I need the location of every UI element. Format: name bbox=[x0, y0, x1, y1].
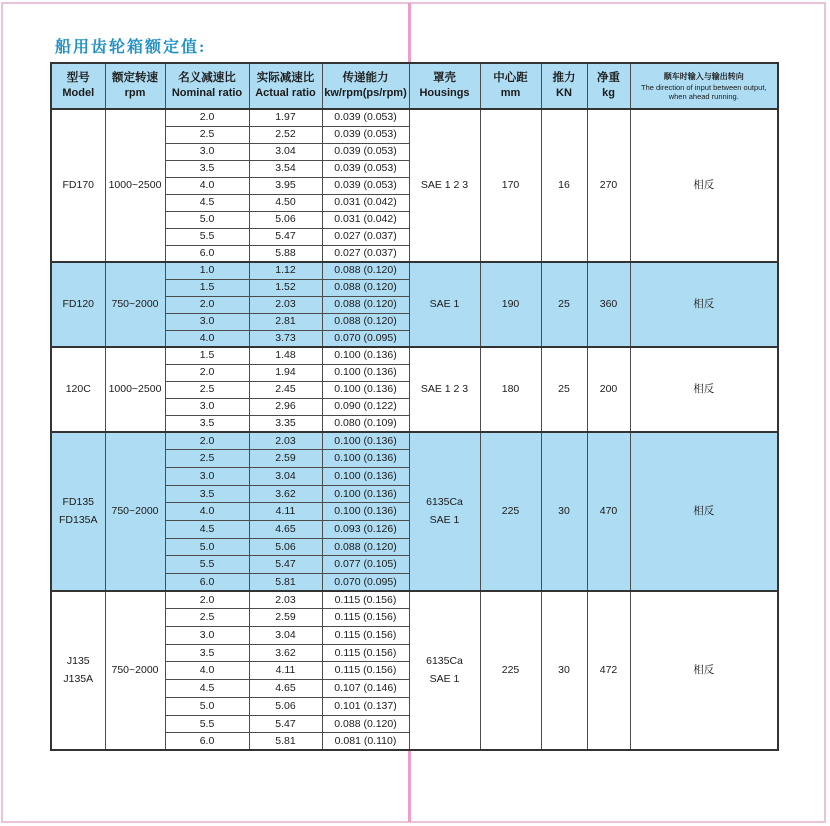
col-header-center-distance bbox=[480, 63, 541, 109]
header-label-en: rpm bbox=[124, 86, 146, 99]
rpm-cell: 750~2000 bbox=[105, 432, 165, 591]
weight-cell: 270 bbox=[587, 109, 630, 262]
nominal-ratio-cell: 3.0 bbox=[165, 313, 249, 330]
nominal-ratio-cell: 2.0 bbox=[165, 432, 249, 450]
capacity-cell: 0.100 (0.136) bbox=[322, 450, 409, 468]
actual-ratio-cell: 2.03 bbox=[249, 296, 322, 313]
housings-cell bbox=[409, 347, 480, 432]
header-label-en: KN bbox=[556, 86, 572, 99]
capacity-cell: 0.115 (0.156) bbox=[322, 627, 409, 645]
capacity-cell: 0.088 (0.120) bbox=[322, 313, 409, 330]
housings-cell bbox=[409, 591, 480, 750]
table-body bbox=[51, 109, 778, 750]
rpm-cell: 1000~2500 bbox=[105, 109, 165, 262]
weight-cell: 360 bbox=[587, 262, 630, 347]
ratio-row bbox=[51, 591, 778, 609]
capacity-cell: 0.100 (0.136) bbox=[322, 347, 409, 364]
nominal-ratio-cell: 5.0 bbox=[165, 697, 249, 715]
capacity-cell: 0.100 (0.136) bbox=[322, 467, 409, 485]
header-label-en: kg bbox=[602, 86, 615, 99]
col-header-weight bbox=[587, 63, 630, 109]
capacity-cell: 0.115 (0.156) bbox=[322, 591, 409, 609]
center-distance-cell: 225 bbox=[480, 432, 541, 591]
center-distance-cell: 225 bbox=[480, 591, 541, 750]
housings-cell-line: 6135Ca bbox=[426, 654, 463, 667]
housings-cell-line: SAE 1 bbox=[429, 672, 460, 685]
direction-cell: 相反 bbox=[630, 591, 778, 750]
actual-ratio-cell: 4.11 bbox=[249, 503, 322, 521]
model-cell-line: FD135A bbox=[58, 513, 98, 526]
actual-ratio-cell: 3.35 bbox=[249, 415, 322, 432]
actual-ratio-cell: 3.62 bbox=[249, 644, 322, 662]
header-label-en: Nominal ratio bbox=[171, 86, 243, 99]
col-header-direction bbox=[630, 63, 778, 109]
nominal-ratio-cell: 3.5 bbox=[165, 485, 249, 503]
thrust-cell: 16 bbox=[541, 109, 587, 262]
direction-cell: 相反 bbox=[630, 262, 778, 347]
housings-cell bbox=[409, 262, 480, 347]
gearbox-ratings-table bbox=[50, 62, 779, 751]
actual-ratio-cell: 2.52 bbox=[249, 126, 322, 143]
capacity-cell: 0.100 (0.136) bbox=[322, 364, 409, 381]
nominal-ratio-cell: 5.5 bbox=[165, 228, 249, 245]
nominal-ratio-cell: 4.5 bbox=[165, 680, 249, 698]
ratio-row bbox=[51, 262, 778, 279]
model-cell bbox=[51, 347, 105, 432]
actual-ratio-cell: 5.81 bbox=[249, 574, 322, 592]
capacity-cell: 0.039 (0.053) bbox=[322, 160, 409, 177]
actual-ratio-cell: 5.06 bbox=[249, 211, 322, 228]
nominal-ratio-cell: 3.0 bbox=[165, 627, 249, 645]
capacity-cell: 0.088 (0.120) bbox=[322, 262, 409, 279]
model-cell bbox=[51, 109, 105, 262]
actual-ratio-cell: 5.47 bbox=[249, 715, 322, 733]
actual-ratio-cell: 2.81 bbox=[249, 313, 322, 330]
nominal-ratio-cell: 3.0 bbox=[165, 467, 249, 485]
capacity-cell: 0.107 (0.146) bbox=[322, 680, 409, 698]
rpm-cell: 1000~2500 bbox=[105, 347, 165, 432]
nominal-ratio-cell: 6.0 bbox=[165, 733, 249, 751]
capacity-cell: 0.115 (0.156) bbox=[322, 644, 409, 662]
actual-ratio-cell: 1.97 bbox=[249, 109, 322, 126]
weight-cell: 470 bbox=[587, 432, 630, 591]
nominal-ratio-cell: 4.0 bbox=[165, 503, 249, 521]
ratio-row bbox=[51, 432, 778, 450]
actual-ratio-cell: 2.59 bbox=[249, 609, 322, 627]
capacity-cell: 0.100 (0.136) bbox=[322, 432, 409, 450]
actual-ratio-cell: 3.54 bbox=[249, 160, 322, 177]
header-label-en: Model bbox=[62, 86, 95, 99]
nominal-ratio-cell: 2.0 bbox=[165, 591, 249, 609]
nominal-ratio-cell: 5.5 bbox=[165, 556, 249, 574]
nominal-ratio-cell: 3.5 bbox=[165, 644, 249, 662]
actual-ratio-cell: 5.81 bbox=[249, 733, 322, 751]
model-cell-line: J135A bbox=[63, 672, 94, 685]
capacity-cell: 0.100 (0.136) bbox=[322, 381, 409, 398]
nominal-ratio-cell: 2.5 bbox=[165, 381, 249, 398]
housings-cell bbox=[409, 432, 480, 591]
capacity-cell: 0.027 (0.037) bbox=[322, 228, 409, 245]
nominal-ratio-cell: 2.5 bbox=[165, 450, 249, 468]
header-label-en: Housings bbox=[419, 86, 470, 99]
capacity-cell: 0.093 (0.126) bbox=[322, 520, 409, 538]
nominal-ratio-cell: 1.5 bbox=[165, 347, 249, 364]
header-label-zh: 传递能力 bbox=[342, 72, 389, 85]
actual-ratio-cell: 4.65 bbox=[249, 680, 322, 698]
model-cell-line: FD170 bbox=[62, 178, 94, 191]
col-header-rpm bbox=[105, 63, 165, 109]
actual-ratio-cell: 4.50 bbox=[249, 194, 322, 211]
nominal-ratio-cell: 2.5 bbox=[165, 126, 249, 143]
model-cell-line: FD135 bbox=[62, 495, 94, 508]
header-label-zh: 实际减速比 bbox=[256, 72, 315, 85]
col-header-thrust bbox=[541, 63, 587, 109]
ratio-row bbox=[51, 347, 778, 364]
actual-ratio-cell: 2.59 bbox=[249, 450, 322, 468]
actual-ratio-cell: 2.03 bbox=[249, 591, 322, 609]
model-cell bbox=[51, 591, 105, 750]
actual-ratio-cell: 5.47 bbox=[249, 556, 322, 574]
capacity-cell: 0.039 (0.053) bbox=[322, 143, 409, 160]
header-label-zh: 推力 bbox=[552, 72, 576, 85]
nominal-ratio-cell: 3.0 bbox=[165, 398, 249, 415]
col-header-housings bbox=[409, 63, 480, 109]
model-cell bbox=[51, 432, 105, 591]
capacity-cell: 0.039 (0.053) bbox=[322, 109, 409, 126]
capacity-cell: 0.077 (0.105) bbox=[322, 556, 409, 574]
housings-cell-line: 6135Ca bbox=[426, 495, 463, 508]
housings-cell-line: SAE 1 bbox=[429, 297, 460, 310]
header-label-zh: 型号 bbox=[66, 72, 90, 85]
nominal-ratio-cell: 4.5 bbox=[165, 520, 249, 538]
header-label-zh: 净重 bbox=[597, 72, 620, 85]
nominal-ratio-cell: 1.0 bbox=[165, 262, 249, 279]
header-label-en: mm bbox=[500, 86, 521, 99]
actual-ratio-cell: 3.95 bbox=[249, 177, 322, 194]
nominal-ratio-cell: 2.0 bbox=[165, 296, 249, 313]
center-distance-cell: 180 bbox=[480, 347, 541, 432]
thrust-cell: 30 bbox=[541, 591, 587, 750]
actual-ratio-cell: 3.04 bbox=[249, 143, 322, 160]
weight-cell: 472 bbox=[587, 591, 630, 750]
capacity-cell: 0.081 (0.110) bbox=[322, 733, 409, 751]
nominal-ratio-cell: 5.5 bbox=[165, 715, 249, 733]
actual-ratio-cell: 2.03 bbox=[249, 432, 322, 450]
housings-cell bbox=[409, 109, 480, 262]
col-header-nominal-ratio bbox=[165, 63, 249, 109]
actual-ratio-cell: 5.06 bbox=[249, 697, 322, 715]
housings-cell-line: SAE 1 2 3 bbox=[420, 178, 469, 191]
actual-ratio-cell: 5.47 bbox=[249, 228, 322, 245]
header-label-zh: 顺车时输入与输出转向 bbox=[663, 72, 744, 82]
actual-ratio-cell: 3.73 bbox=[249, 330, 322, 347]
center-distance-cell: 190 bbox=[480, 262, 541, 347]
capacity-cell: 0.027 (0.037) bbox=[322, 245, 409, 262]
direction-cell: 相反 bbox=[630, 109, 778, 262]
ratio-row bbox=[51, 109, 778, 126]
capacity-cell: 0.090 (0.122) bbox=[322, 398, 409, 415]
direction-cell: 相反 bbox=[630, 347, 778, 432]
model-cell bbox=[51, 262, 105, 347]
model-cell-line: 120C bbox=[65, 382, 91, 395]
capacity-cell: 0.080 (0.109) bbox=[322, 415, 409, 432]
col-header-capacity bbox=[322, 63, 409, 109]
capacity-cell: 0.070 (0.095) bbox=[322, 330, 409, 347]
actual-ratio-cell: 1.12 bbox=[249, 262, 322, 279]
header-label-en: kw/rpm(ps/rpm) bbox=[324, 86, 407, 99]
nominal-ratio-cell: 3.5 bbox=[165, 415, 249, 432]
actual-ratio-cell: 1.52 bbox=[249, 279, 322, 296]
capacity-cell: 0.039 (0.053) bbox=[322, 177, 409, 194]
capacity-cell: 0.070 (0.095) bbox=[322, 574, 409, 592]
weight-cell: 200 bbox=[587, 347, 630, 432]
actual-ratio-cell: 4.11 bbox=[249, 662, 322, 680]
nominal-ratio-cell: 6.0 bbox=[165, 245, 249, 262]
nominal-ratio-cell: 6.0 bbox=[165, 574, 249, 592]
actual-ratio-cell: 2.96 bbox=[249, 398, 322, 415]
capacity-cell: 0.115 (0.156) bbox=[322, 609, 409, 627]
nominal-ratio-cell: 1.5 bbox=[165, 279, 249, 296]
col-header-model bbox=[51, 63, 105, 109]
header-label-en: Actual ratio bbox=[255, 86, 316, 99]
actual-ratio-cell: 3.62 bbox=[249, 485, 322, 503]
actual-ratio-cell: 5.88 bbox=[249, 245, 322, 262]
nominal-ratio-cell: 4.0 bbox=[165, 662, 249, 680]
capacity-cell: 0.039 (0.053) bbox=[322, 126, 409, 143]
capacity-cell: 0.031 (0.042) bbox=[322, 211, 409, 228]
nominal-ratio-cell: 2.5 bbox=[165, 609, 249, 627]
nominal-ratio-cell: 3.0 bbox=[165, 143, 249, 160]
actual-ratio-cell: 1.94 bbox=[249, 364, 322, 381]
header-label-zh: 额定转速 bbox=[112, 72, 158, 85]
center-distance-cell: 170 bbox=[480, 109, 541, 262]
actual-ratio-cell: 3.04 bbox=[249, 467, 322, 485]
nominal-ratio-cell: 2.0 bbox=[165, 364, 249, 381]
thrust-cell: 25 bbox=[541, 347, 587, 432]
capacity-cell: 0.088 (0.120) bbox=[322, 715, 409, 733]
nominal-ratio-cell: 2.0 bbox=[165, 109, 249, 126]
nominal-ratio-cell: 4.0 bbox=[165, 330, 249, 347]
nominal-ratio-cell: 4.5 bbox=[165, 194, 249, 211]
capacity-cell: 0.100 (0.136) bbox=[322, 503, 409, 521]
header-label-zh: 中心距 bbox=[493, 72, 528, 85]
thrust-cell: 30 bbox=[541, 432, 587, 591]
header-label-en: The direction of input between output, when ahead running. bbox=[640, 82, 767, 101]
capacity-cell: 0.100 (0.136) bbox=[322, 485, 409, 503]
model-cell-line: J135 bbox=[66, 654, 90, 667]
direction-cell: 相反 bbox=[630, 432, 778, 591]
capacity-cell: 0.088 (0.120) bbox=[322, 538, 409, 556]
actual-ratio-cell: 2.45 bbox=[249, 381, 322, 398]
actual-ratio-cell: 1.48 bbox=[249, 347, 322, 364]
actual-ratio-cell: 3.04 bbox=[249, 627, 322, 645]
nominal-ratio-cell: 3.5 bbox=[165, 160, 249, 177]
capacity-cell: 0.088 (0.120) bbox=[322, 296, 409, 313]
capacity-cell: 0.031 (0.042) bbox=[322, 194, 409, 211]
table-header bbox=[51, 63, 778, 109]
model-cell-line: FD120 bbox=[62, 297, 94, 310]
rpm-cell: 750~2000 bbox=[105, 262, 165, 347]
header-label-zh: 名义减速比 bbox=[178, 72, 236, 85]
nominal-ratio-cell: 5.0 bbox=[165, 211, 249, 228]
actual-ratio-cell: 5.06 bbox=[249, 538, 322, 556]
housings-cell-line: SAE 1 2 3 bbox=[420, 382, 469, 395]
capacity-cell: 0.101 (0.137) bbox=[322, 697, 409, 715]
thrust-cell: 25 bbox=[541, 262, 587, 347]
nominal-ratio-cell: 4.0 bbox=[165, 177, 249, 194]
header-label-zh: 罩壳 bbox=[433, 72, 456, 85]
actual-ratio-cell: 4.65 bbox=[249, 520, 322, 538]
col-header-actual-ratio bbox=[249, 63, 322, 109]
nominal-ratio-cell: 5.0 bbox=[165, 538, 249, 556]
housings-cell-line: SAE 1 bbox=[429, 513, 460, 526]
capacity-cell: 0.115 (0.156) bbox=[322, 662, 409, 680]
rpm-cell: 750~2000 bbox=[105, 591, 165, 750]
capacity-cell: 0.088 (0.120) bbox=[322, 279, 409, 296]
page-title: 船用齿轮箱额定值: bbox=[55, 39, 207, 56]
